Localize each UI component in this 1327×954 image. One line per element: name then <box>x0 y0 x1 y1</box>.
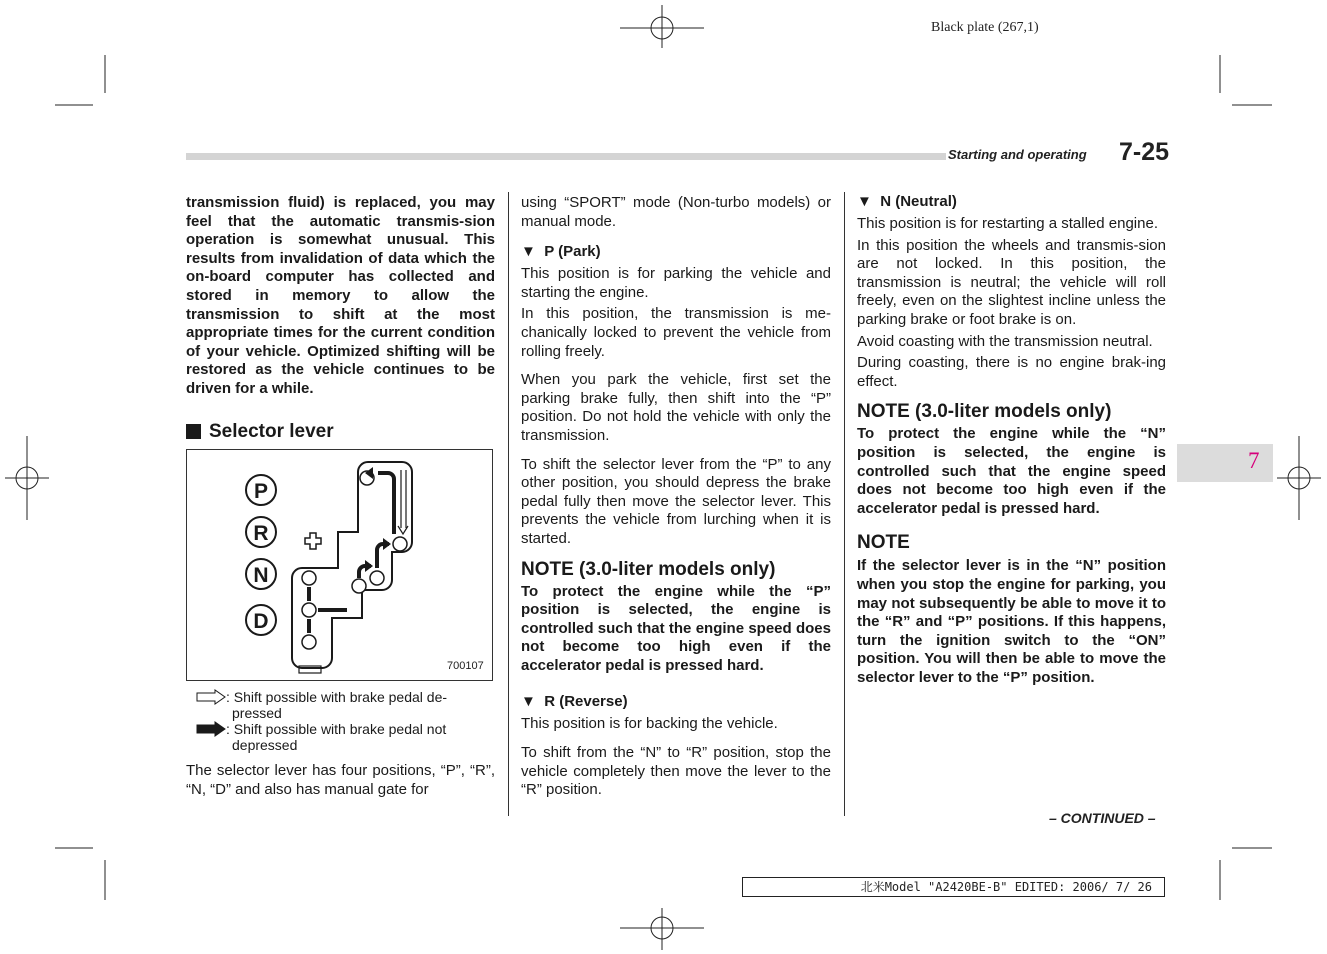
subheading: ▼ P (Park) <box>521 243 601 261</box>
plus-icon <box>305 533 321 549</box>
legend-text: depressed <box>232 737 298 753</box>
legend-text: : Shift possible with brake pedal not <box>226 721 447 737</box>
paragraph: In this position, the transmission is me-chanically locked to prevent the vehicle from rolling freely. <box>521 305 831 360</box>
subheading: ▼ N (Neutral) <box>857 193 957 210</box>
paragraph: In this position the wheels and transmis-sion are not locked. In this position, the transmission is neutral; the vehicle will roll freely, even on the slightest incline unless the parking brake or foot brake is on. <box>857 236 1166 328</box>
column-1-bottom <box>186 762 495 799</box>
triangle-bullet-icon: ▼ <box>521 243 536 261</box>
square-bullet-icon <box>186 424 201 439</box>
solid-arrow-icon <box>196 721 226 737</box>
note-heading: NOTE <box>857 532 910 554</box>
legend-item <box>196 689 496 721</box>
note-heading: NOTE (3.0-liter models only) <box>521 558 776 580</box>
legend-text: pressed <box>232 705 282 721</box>
column-1 <box>186 194 495 443</box>
paragraph: To shift the selector lever from the “P” to any other position, you should depress the brake pedal fully then move the selector lever. This prevents the vehicle from lurching when it is started. <box>521 455 831 547</box>
note-heading: NOTE (3.0-liter models only) <box>857 401 1112 423</box>
column-divider <box>844 192 845 816</box>
gear-label-n: N <box>253 564 269 587</box>
header-bar <box>186 153 946 160</box>
section-heading-text: Selector lever <box>209 420 334 442</box>
intro-paragraph: transmission fluid) is replaced, you may feel that the automatic transmis-sion operation is somewhat unusual. This results from invalidation of data which the on-board computer has collected and stored in memory to allow the transmission to shift at the most appropriate times for the current condition of your vehicle. Optimized shifting will be restored as the vehicle continues to be driven for a while. <box>186 194 495 397</box>
gear-label-r: R <box>253 522 269 545</box>
paragraph: This position is for parking the vehicle and starting the engine. <box>521 265 831 301</box>
triangle-bullet-icon: ▼ <box>521 693 536 711</box>
positions-paragraph: The selector lever has four positions, “P”, “R”, “N, “D” and also has manual gate for <box>186 762 495 798</box>
outline-arrow-icon <box>196 689 226 705</box>
note-text: To protect the engine while the “P” position is selected, the engine is controlled such that the engine speed does not become too high even if the accelerator pedal is pressed hard. <box>521 582 831 674</box>
paragraph: This position is for backing the vehicle. <box>521 715 778 733</box>
selector-lever-figure <box>186 449 493 681</box>
section-title: Starting and operating <box>948 147 1087 162</box>
continued-label: – CONTINUED – <box>1049 810 1156 826</box>
paragraph: To shift from the “N” to “R” position, stop the vehicle completely then move the lever to the “R” position. <box>521 744 831 799</box>
note-text: If the selector lever is in the “N” position when you stop the engine for parking, you may not subsequently be able to move it to the “R” and “P” positions. If this happens, turn the ignition switch to the “ON” position. You will then be able to move the selector lever to the “P” position. <box>857 557 1166 686</box>
legend-item <box>196 721 496 753</box>
figure-legend <box>196 689 496 753</box>
paragraph: Avoid coasting with the transmission neutral. <box>857 332 1153 350</box>
gear-label-d: D <box>253 610 269 633</box>
subheading: ▼ R (Reverse) <box>521 693 628 711</box>
page-number: 7-25 <box>1119 138 1170 166</box>
column-2 <box>521 194 831 800</box>
chapter-number: 7 <box>1248 448 1260 473</box>
legend-text: : Shift possible with brake pedal de- <box>226 689 448 705</box>
note-text: To protect the engine while the “N” position is selected, the engine is controlled such that the engine speed does not become too high even if the accelerator pedal is pressed hard. <box>857 425 1166 517</box>
paragraph: During coasting, there is no engine brak-ing effect. <box>857 354 1166 390</box>
column-3 <box>857 193 1166 687</box>
paragraph: When you park the vehicle, first set the parking brake fully, then shift into the “P” position. Do not hold the vehicle with only the transmission. <box>521 371 831 444</box>
edit-info-box: 北米Model "A2420BE-B" EDITED: 2006/ 7/ 26 <box>742 877 1165 897</box>
column-divider <box>508 192 509 816</box>
figure-code: 700107 <box>447 660 484 672</box>
paragraph: This position is for restarting a stalled engine. <box>857 215 1158 232</box>
selector-gate-diagram <box>187 450 492 680</box>
gear-label-p: P <box>253 480 269 503</box>
section-heading <box>186 421 495 443</box>
triangle-bullet-icon: ▼ <box>857 193 872 210</box>
paragraph: using “SPORT” mode (Non-turbo models) or manual mode. <box>521 194 831 230</box>
plate-label: Black plate (267,1) <box>931 20 1039 35</box>
